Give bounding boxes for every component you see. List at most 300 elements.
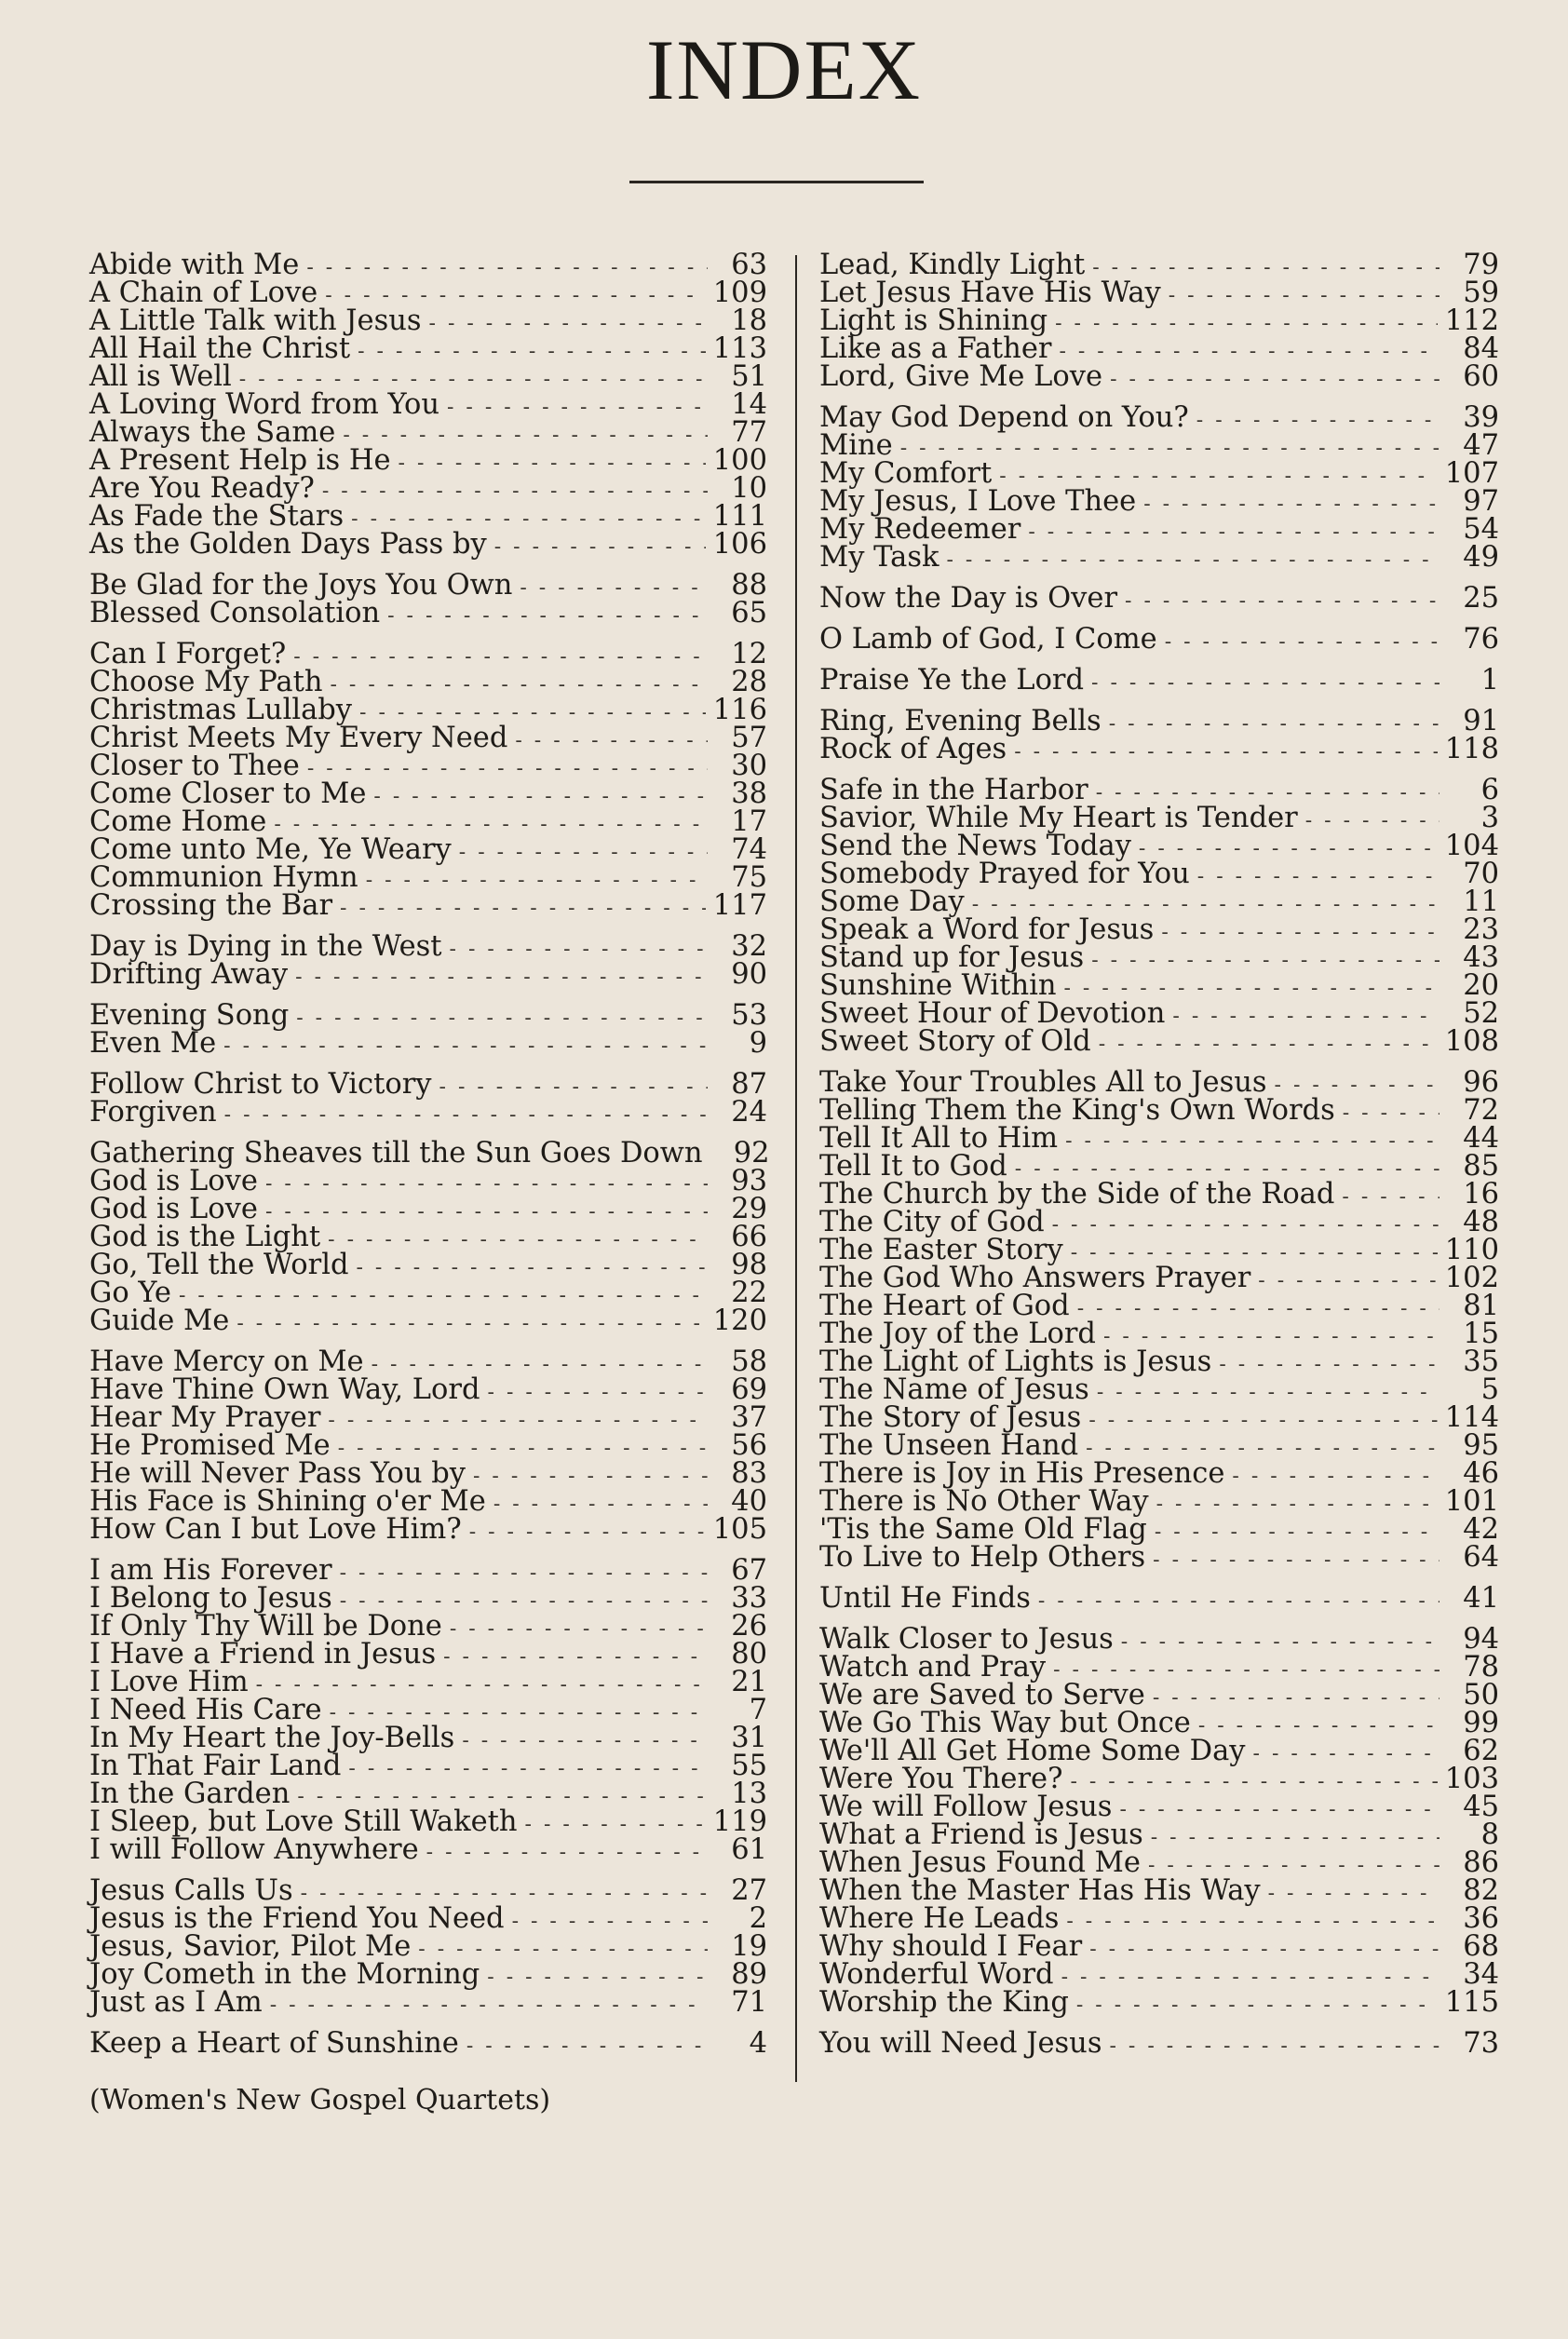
dot-leader (1109, 2033, 1440, 2061)
dot-leader (1028, 519, 1440, 547)
entry-title: Abide with Me (89, 249, 300, 281)
index-entry (89, 861, 767, 894)
entry-title: Send the News Today (819, 830, 1131, 862)
entry-page-number: 85 (1463, 1150, 1499, 1183)
entry-title: Praise Ye the Lord (819, 664, 1085, 696)
index-entry (819, 360, 1499, 393)
index-entry (819, 1793, 1499, 1821)
entry-title: Light is Shining (819, 304, 1048, 337)
entry-page-number: 48 (1463, 1206, 1499, 1238)
index-entry (819, 1541, 1499, 1574)
entry-title: He Promised Me (89, 1429, 331, 1462)
entry-title: There is Joy in His Presence (819, 1457, 1225, 1490)
entry-title: My Jesus, I Love Thee (819, 485, 1137, 518)
entry-title: God is the Light (89, 1221, 321, 1253)
index-entry (819, 1373, 1499, 1406)
entry-page-number: 113 (712, 332, 767, 365)
index-entry (89, 597, 767, 629)
entry-title: If Only Thy Will be Done (89, 1610, 442, 1643)
index-entry (819, 541, 1499, 574)
entry-page-number: 13 (731, 1778, 767, 1810)
index-entry (819, 888, 1499, 916)
entry-page-number: 59 (1463, 277, 1499, 309)
dot-leader (525, 1811, 706, 1839)
index-entry (819, 332, 1499, 365)
entry-page-number: 68 (1463, 1930, 1499, 1963)
entry-title: Stand up for Jesus (819, 941, 1085, 974)
dot-leader (296, 1005, 708, 1033)
dot-leader (1097, 1379, 1440, 1407)
entry-page-number: 58 (731, 1345, 767, 1378)
entry-title: Wonderful Word (819, 1958, 1054, 1991)
dot-leader (1258, 1267, 1438, 1295)
entry-title: We will Follow Jesus (819, 1791, 1113, 1823)
entry-title: My Redeemer (819, 513, 1021, 546)
entry-title: My Task (819, 541, 939, 574)
entry-title: The Heart of God (819, 1290, 1070, 1322)
entry-title: Come Closer to Me (89, 777, 367, 810)
index-entry (819, 1122, 1499, 1155)
entry-title: What a Friend is Jesus (819, 1818, 1143, 1851)
entry-page-number: 61 (731, 1833, 767, 1866)
dot-leader (348, 1755, 708, 1783)
dot-leader (322, 478, 708, 506)
entry-title: Lord, Give Me Love (819, 360, 1103, 393)
dot-leader (179, 1282, 708, 1310)
entry-title: The Easter Story (819, 1234, 1063, 1266)
entry-title: Take Your Troubles All to Jesus (819, 1066, 1267, 1099)
index-entry (89, 444, 767, 477)
entry-title: There is No Other Way (819, 1485, 1149, 1518)
dot-leader (1153, 1684, 1440, 1712)
index-entry (89, 1165, 767, 1197)
entry-title: Come Home (89, 805, 267, 838)
entry-title: Sunshine Within (819, 969, 1057, 1002)
entry-title: Evening Song (89, 999, 290, 1032)
dot-leader (1161, 919, 1440, 947)
index-entry (89, 279, 767, 307)
entry-page-number: 8 (1480, 1818, 1499, 1851)
entry-title: Always the Same (89, 416, 336, 449)
dot-leader (293, 643, 708, 671)
entry-title: Mine (819, 429, 893, 462)
entry-title: Ring, Evening Bells (819, 705, 1102, 737)
dot-leader (1055, 310, 1438, 338)
index-entry (819, 1150, 1499, 1183)
entry-title: Keep a Heart of Sunshine (89, 2027, 459, 2060)
entry-page-number: 43 (1463, 941, 1499, 974)
index-entry (819, 1986, 1499, 2019)
entry-title: Blessed Consolation (89, 597, 381, 629)
dot-leader (331, 671, 709, 699)
entry-title: The City of God (819, 1206, 1045, 1238)
dot-leader (488, 1379, 708, 1407)
dot-leader (1342, 1183, 1440, 1211)
index-entry (89, 1694, 767, 1726)
dot-leader (469, 1519, 706, 1547)
index-entry (819, 1292, 1499, 1320)
dot-leader (1343, 1100, 1440, 1128)
dot-leader (307, 755, 708, 783)
entry-page-number: 95 (1463, 1429, 1499, 1462)
dot-leader (1121, 1629, 1440, 1656)
dot-leader (366, 867, 708, 895)
entry-title: Lead, Kindly Light (819, 249, 1086, 281)
entry-page-number: 55 (731, 1750, 767, 1782)
index-entry (819, 1485, 1499, 1518)
index-entry (819, 1066, 1499, 1099)
index-entry (89, 388, 767, 421)
dot-leader (1156, 1491, 1438, 1519)
index-entry (819, 941, 1499, 974)
index-entry (819, 582, 1499, 615)
entry-page-number: 14 (731, 388, 767, 421)
entry-title: God is Love (89, 1165, 258, 1197)
entry-page-number: 19 (731, 1930, 767, 1963)
entry-page-number: 9 (749, 1027, 767, 1060)
index-entry (89, 304, 767, 337)
index-entry (819, 1707, 1499, 1739)
entry-title: All is Well (89, 360, 232, 393)
index-entry (819, 1457, 1499, 1490)
entry-page-number: 120 (712, 1305, 767, 1337)
entry-page-number: 3 (1480, 802, 1499, 834)
entry-page-number: 15 (1463, 1318, 1499, 1350)
entry-title: The God Who Answers Prayer (819, 1262, 1251, 1294)
dot-leader (473, 1463, 708, 1491)
entry-title: Hear My Prayer (89, 1401, 321, 1434)
index-entry (89, 416, 767, 449)
index-entry (89, 1279, 767, 1307)
entry-page-number: 91 (1463, 705, 1499, 737)
entry-page-number: 78 (1463, 1651, 1499, 1683)
index-entry (819, 1513, 1499, 1546)
dot-leader (1088, 1407, 1437, 1435)
index-entry (89, 1485, 767, 1518)
entry-page-number: 83 (731, 1457, 767, 1490)
entry-page-number: 35 (1463, 1345, 1499, 1378)
dot-leader (270, 1992, 708, 2020)
index-entry (819, 1846, 1499, 1879)
footnote: (Women's New Gospel Quartets) (89, 2084, 551, 2116)
dot-leader (256, 1671, 708, 1699)
index-entry (89, 999, 767, 1032)
entry-title: I Sleep, but Love Still Waketh (89, 1805, 518, 1838)
index-entry (819, 1765, 1499, 1793)
dot-leader (1268, 1880, 1440, 1908)
dot-leader (1066, 1908, 1440, 1936)
index-entry (89, 251, 767, 279)
dot-leader (1125, 588, 1440, 615)
entry-title: A Chain of Love (89, 277, 318, 309)
dot-leader (295, 964, 708, 992)
index-entry (819, 513, 1499, 546)
dot-leader (328, 1226, 708, 1254)
dot-leader (1061, 1964, 1440, 1992)
entry-page-number: 63 (731, 249, 767, 281)
index-entry (819, 969, 1499, 1002)
dot-leader (1065, 1128, 1440, 1156)
entry-title: To Live to Help Others (819, 1541, 1146, 1574)
dot-leader (358, 338, 706, 366)
entry-page-number: 74 (731, 833, 767, 866)
dot-leader (1110, 366, 1440, 394)
index-column-left (89, 249, 770, 2060)
dot-leader (1014, 738, 1438, 766)
entry-page-number: 52 (1463, 997, 1499, 1030)
index-entry (89, 752, 767, 780)
entry-page-number: 29 (731, 1193, 767, 1225)
index-entry (819, 1345, 1499, 1378)
entry-page-number: 16 (1463, 1178, 1499, 1210)
index-entry (89, 1582, 767, 1615)
column-divider (795, 255, 797, 2082)
index-entry (819, 1429, 1499, 1462)
entry-title: I am His Forever (89, 1554, 332, 1587)
entry-title: The Unseen Hand (819, 1429, 1079, 1462)
entry-title: I Belong to Jesus (89, 1582, 332, 1615)
index-entry (89, 958, 767, 991)
index-entry (89, 472, 767, 505)
entry-page-number: 50 (1463, 1679, 1499, 1711)
entry-page-number: 18 (731, 304, 767, 337)
entry-title: How Can I but Love Him? (89, 1513, 462, 1546)
index-entry (819, 1737, 1499, 1765)
entry-title: Day is Dying in the West (89, 930, 442, 963)
index-entry (819, 1320, 1499, 1348)
index-entry (819, 774, 1499, 806)
entry-title: I Need His Care (89, 1694, 322, 1726)
index-entry (89, 1930, 767, 1963)
index-entry (89, 2027, 767, 2060)
entry-page-number: 97 (1463, 485, 1499, 518)
entry-title: Rock of Ages (819, 733, 1007, 765)
entry-page-number: 2 (749, 1902, 767, 1935)
entry-title: Follow Christ to Victory (89, 1068, 432, 1101)
entry-page-number: 109 (712, 277, 767, 309)
dot-leader (1091, 669, 1440, 697)
dot-leader (1172, 1003, 1440, 1031)
index-entry (89, 1833, 767, 1866)
entry-page-number: 72 (1463, 1094, 1499, 1127)
entry-title: Christ Meets My Every Need (89, 722, 508, 754)
entry-page-number: 79 (1463, 249, 1499, 281)
entry-title: His Face is Shining o'er Me (89, 1485, 486, 1518)
index-entry (819, 1623, 1499, 1656)
entry-page-number: 69 (731, 1373, 767, 1406)
entry-page-number: 92 (733, 1137, 770, 1170)
dot-leader (1305, 807, 1440, 835)
entry-page-number: 87 (731, 1068, 767, 1101)
entry-page-number: 40 (731, 1485, 767, 1518)
dot-leader (1165, 629, 1440, 656)
dot-leader (357, 1254, 709, 1282)
entry-title: Telling Them the King's Own Words (819, 1094, 1335, 1127)
entry-page-number: 12 (731, 638, 767, 670)
entry-page-number: 54 (1463, 513, 1499, 546)
index-entry (89, 1958, 767, 1991)
entry-title: May God Depend on You? (819, 401, 1189, 434)
dot-leader (1038, 1588, 1440, 1616)
entry-page-number: 100 (712, 444, 767, 477)
entry-title: Jesus, Savior, Pilot Me (89, 1930, 412, 1963)
index-entry (819, 1582, 1499, 1615)
index-entry (89, 696, 767, 724)
dot-leader (447, 394, 708, 422)
dot-leader (493, 1491, 708, 1519)
entry-page-number: 44 (1463, 1122, 1499, 1155)
entry-page-number: 114 (1444, 1401, 1499, 1434)
index-entry (89, 1457, 767, 1490)
entry-page-number: 76 (1463, 623, 1499, 656)
entry-page-number: 88 (731, 569, 767, 602)
dot-leader (1089, 1936, 1440, 1964)
entry-page-number: 82 (1463, 1874, 1499, 1907)
index-entry (89, 1251, 767, 1279)
index-entry (819, 664, 1499, 696)
entry-title: I will Follow Anywhere (89, 1833, 419, 1866)
entry-page-number: 119 (712, 1805, 767, 1838)
entry-title: Tell It to God (819, 1150, 1007, 1183)
entry-title: Can I Forget? (89, 638, 287, 670)
entry-page-number: 33 (731, 1582, 767, 1615)
entry-title: Even Me (89, 1027, 217, 1060)
index-entry (89, 528, 767, 561)
index-entry (89, 500, 767, 533)
entry-page-number: 1 (1480, 664, 1499, 696)
entry-title: Why should I Fear (819, 1930, 1083, 1963)
entry-title: Somebody Prayed for You (819, 858, 1190, 890)
entry-title: In the Garden (89, 1778, 291, 1810)
entry-page-number: 107 (1444, 457, 1499, 490)
index-column-right (819, 251, 1499, 2058)
dot-leader (450, 1616, 708, 1643)
entry-page-number: 7 (749, 1694, 767, 1726)
index-entry (819, 1094, 1499, 1127)
index-entry (819, 1234, 1499, 1266)
entry-page-number: 118 (1444, 733, 1499, 765)
dot-leader (387, 602, 708, 630)
entry-page-number: 84 (1463, 332, 1499, 365)
entry-title: Forgiven (89, 1096, 217, 1129)
entry-page-number: 89 (731, 1958, 767, 1991)
dot-leader (1109, 710, 1440, 738)
entry-page-number: 117 (712, 889, 767, 922)
entry-title: O Lamb of God, I Come (819, 623, 1157, 656)
index-entry (819, 401, 1499, 434)
entry-title: Communion Hymn (89, 861, 358, 894)
entry-title: Until He Finds (819, 1582, 1031, 1615)
entry-page-number: 70 (1463, 858, 1499, 890)
entry-title: Be Glad for the Joys You Own (89, 569, 513, 602)
entry-page-number: 75 (731, 861, 767, 894)
dot-leader (237, 1310, 705, 1338)
entry-page-number: 23 (1463, 913, 1499, 946)
index-entry (819, 832, 1499, 860)
index-entry (819, 1651, 1499, 1683)
entry-title: Where He Leads (819, 1902, 1060, 1935)
entry-title: Go, Tell the World (89, 1249, 349, 1281)
entry-title: The Story of Jesus (819, 1401, 1082, 1434)
dot-leader (328, 1407, 708, 1435)
entry-title: All Hail the Christ (89, 332, 351, 365)
index-entry (89, 1373, 767, 1406)
index-entry (819, 623, 1499, 656)
index-entry (819, 733, 1499, 765)
entry-title: Go Ye (89, 1277, 171, 1309)
entry-page-number: 27 (731, 1874, 767, 1907)
dot-leader (515, 727, 708, 755)
dot-leader (426, 1839, 708, 1867)
entry-page-number: 38 (731, 777, 767, 810)
entry-title: As the Golden Days Pass by (89, 528, 487, 561)
entry-title: Guide Me (89, 1305, 230, 1337)
entry-title: My Comfort (819, 457, 993, 490)
entry-title: Have Mercy on Me (89, 1345, 364, 1378)
index-entry (89, 930, 767, 963)
index-entry (89, 360, 767, 393)
dot-leader (1253, 1740, 1440, 1768)
entry-page-number: 101 (1444, 1485, 1499, 1518)
dot-leader (399, 450, 706, 478)
entry-page-number: 93 (731, 1165, 767, 1197)
index-entry (89, 805, 767, 838)
entry-page-number: 115 (1444, 1986, 1499, 2019)
entry-page-number: 32 (731, 930, 767, 963)
index-entry (819, 913, 1499, 946)
entry-title: Some Day (819, 886, 965, 918)
entry-title: Come unto Me, Ye Weary (89, 833, 452, 866)
entry-page-number: 104 (1444, 830, 1499, 862)
index-entry (89, 1902, 767, 1935)
entry-title: Were You There? (819, 1763, 1063, 1795)
entry-title: A Little Talk with Jesus (89, 304, 422, 337)
entry-page-number: 34 (1463, 1958, 1499, 1991)
dot-leader (265, 1198, 708, 1226)
entry-page-number: 102 (1444, 1262, 1499, 1294)
page-title: INDEX (645, 22, 923, 117)
entry-title: 'Tis the Same Old Flag (819, 1513, 1147, 1546)
entry-page-number: 30 (731, 750, 767, 782)
index-entry (89, 1027, 767, 1060)
entry-title: We'll All Get Home Some Day (819, 1735, 1246, 1767)
dot-leader (466, 2033, 708, 2061)
entry-page-number: 90 (731, 958, 767, 991)
entry-page-number: 46 (1463, 1457, 1499, 1490)
entry-title: Worship the King (819, 1986, 1069, 2019)
index-entry (819, 705, 1499, 737)
index-entry (89, 1610, 767, 1643)
entry-title: Jesus Calls Us (89, 1874, 293, 1907)
dot-leader (1119, 1796, 1440, 1824)
dot-leader (223, 1033, 708, 1061)
index-entry (819, 251, 1499, 279)
title-underline (629, 181, 924, 183)
entry-page-number: 5 (1480, 1373, 1499, 1406)
index-entry (89, 1137, 770, 1170)
entry-page-number: 17 (731, 805, 767, 838)
index-entry (819, 429, 1499, 462)
entry-title: Let Jesus Have His Way (819, 277, 1161, 309)
entry-title: Watch and Pray (819, 1651, 1047, 1683)
dot-leader (439, 1074, 708, 1102)
entry-title: The Name of Jesus (819, 1373, 1089, 1406)
entry-page-number: 53 (731, 999, 767, 1032)
entry-title: Savior, While My Heart is Tender (819, 802, 1298, 834)
index-entry (89, 1307, 767, 1335)
entry-title: A Present Help is He (89, 444, 391, 477)
entry-page-number: 64 (1463, 1541, 1499, 1574)
